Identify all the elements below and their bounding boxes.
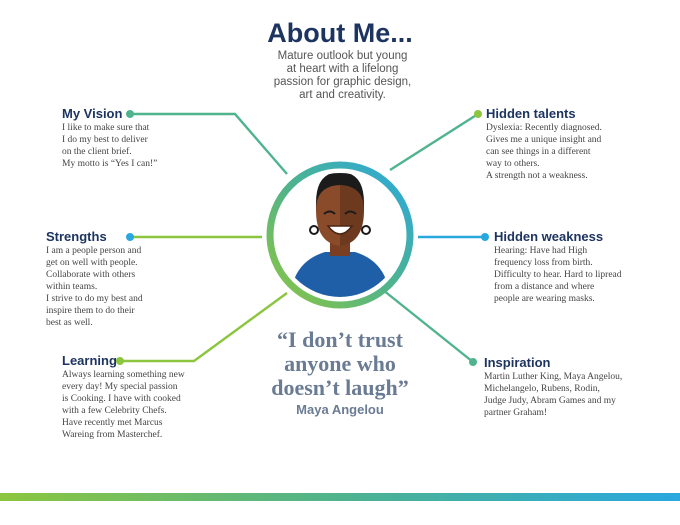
footer-gradient-bar [0, 493, 680, 501]
heading-weakness: Hidden weakness [494, 229, 604, 244]
text-strengths: I am a people person and get on well with people. Collaborate with others within teams. I strive to do my best and inspire them to do their best as well. [46, 246, 143, 328]
spoke-talents [390, 114, 478, 170]
dot-learning [116, 357, 124, 365]
dot-strengths [126, 233, 134, 241]
text-vision: I like to make sure that I do my best to deliver on the client brief. My motto is “Yes I can!” [62, 123, 158, 169]
dot-inspiration [469, 358, 477, 366]
quote-author: Maya Angelou [296, 402, 384, 417]
heading-vision: My Vision [62, 106, 123, 121]
heading-talents: Hidden talents [486, 106, 576, 121]
heading-strengths: Strengths [46, 229, 107, 244]
text-learning: Always learning something new every day! My special passion is Cooking. I have with cooked with a few Celebrity Chefs. Have recently met Marcus Wareing from Masterchef. [62, 370, 185, 440]
heading-learning: Learning [62, 353, 117, 368]
text-talents: Dyslexia: Recently diagnosed. Gives me a unique insight and can see things in a different way to others. A strength not a weakness. [486, 123, 602, 181]
text-inspiration: Martin Luther King, Maya Angelou, Michelangelo, Rubens, Rodin, Judge Judy, Abram Games and my partner Graham! [484, 372, 623, 418]
dot-vision [126, 110, 134, 118]
page-title: About Me... [267, 18, 413, 48]
dot-weakness [481, 233, 489, 241]
intro-text: Mature outlook but young at heart with a lifelong passion for graphic design, art and creativity. [273, 50, 412, 101]
dot-talents [474, 110, 482, 118]
heading-inspiration: Inspiration [484, 355, 551, 370]
text-weakness: Hearing: Have had High frequency loss from birth. Difficulty to hear. Hard to lipread from a distance and where people are wearing masks. [494, 246, 622, 304]
quote-text: “I don’t trust anyone who doesn’t laugh” [271, 327, 409, 400]
smiling-woman-avatar-icon [270, 165, 410, 310]
